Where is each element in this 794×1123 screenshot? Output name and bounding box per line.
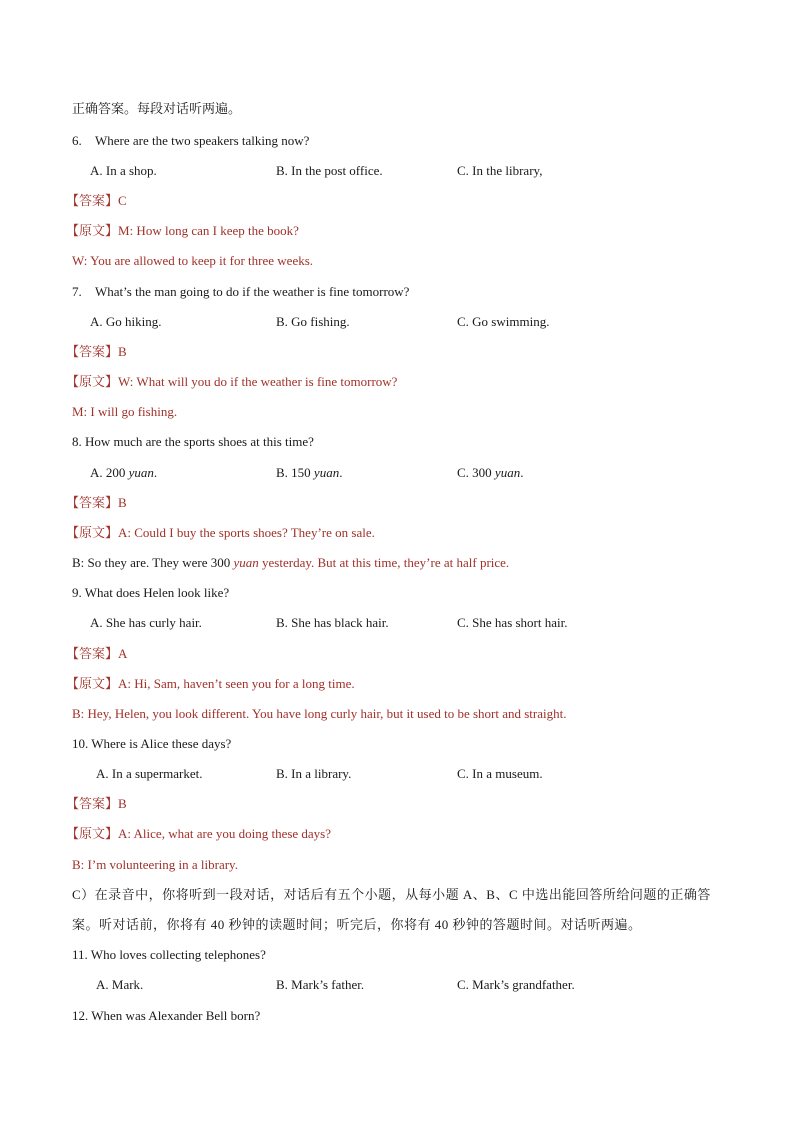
answer-9 [66, 645, 734, 663]
option-a: A. 200 yuan. [90, 465, 158, 480]
option-b: B. She has black hair. [276, 615, 389, 630]
question-8 [72, 433, 734, 451]
option-b: B. 150 yuan. [276, 465, 343, 480]
transcript-9 [66, 675, 734, 693]
option-c: C. 300 yuan. [457, 465, 524, 480]
question-text: What does Helen look like? [84, 585, 230, 600]
intro-tail: 正确答案。每段对话听两遍。 [72, 101, 242, 116]
option-a: A. She has curly hair. [90, 615, 202, 630]
question-text: How much are the sports shoes at this time? [85, 434, 314, 449]
transcript-label: 【原文】 [66, 525, 119, 540]
question-number: 12. [72, 1008, 89, 1023]
question-text: Where is Alice these days? [91, 736, 232, 751]
option-c: C. In the library, [457, 163, 543, 178]
transcript-line: W: You are allowed to keep it for three weeks. [72, 253, 314, 268]
option-b: B. Mark’s father. [276, 977, 365, 992]
answer-label: 【答案】 [66, 344, 119, 359]
option-c: C. She has short hair. [457, 615, 568, 630]
answer-value: B [118, 344, 127, 359]
transcript-line: M: How long can I keep the book? [118, 223, 299, 238]
question-10 [72, 735, 734, 753]
question-number: 7. [72, 284, 82, 299]
option-a: A. Mark. [96, 977, 144, 992]
transcript-10 [66, 825, 734, 843]
question-number: 10. [72, 736, 89, 751]
answer-label: 【答案】 [66, 495, 119, 510]
question-text: When was Alexander Bell born? [91, 1008, 261, 1023]
option-a: A. In a shop. [90, 163, 157, 178]
answer-value: C [118, 193, 127, 208]
question-6 [72, 132, 734, 150]
option-b: B. In the post office. [276, 163, 383, 178]
answer-label: 【答案】 [66, 646, 119, 661]
transcript-line: A: Hi, Sam, haven’t seen you for a long time. [118, 676, 355, 691]
transcript-line: M: I will go fishing. [72, 404, 178, 419]
answer-value: B [118, 495, 127, 510]
question-number: 11. [72, 947, 88, 962]
question-9 [72, 584, 734, 602]
transcript-line: B: I’m volunteering in a library. [72, 857, 238, 872]
option-b: B. In a library. [276, 766, 352, 781]
transcript-line: B: Hey, Helen, you look different. You have long curly hair, but it used to be short and straight. [72, 706, 567, 721]
answer-label: 【答案】 [66, 796, 119, 811]
question-number: 9. [72, 585, 82, 600]
answer-8 [66, 494, 734, 512]
answer-6 [66, 192, 734, 210]
transcript-label: 【原文】 [66, 374, 119, 389]
answer-10 [66, 795, 734, 813]
question-7 [72, 283, 734, 301]
transcript-8 [66, 524, 734, 542]
question-number: 8. [72, 434, 82, 449]
answer-value: B [118, 796, 127, 811]
option-c: C. Mark’s grandfather. [457, 977, 575, 992]
transcript-line: B: So they are. They were 300 yuan yesterday. But at this time, they’re at half price. [72, 555, 510, 570]
question-text: Where are the two speakers talking now? [95, 133, 310, 148]
option-a: A. Go hiking. [90, 314, 162, 329]
option-b: B. Go fishing. [276, 314, 350, 329]
question-number: 6. [72, 133, 82, 148]
answer-label: 【答案】 [66, 193, 119, 208]
question-text: What’s the man going to do if the weather is fine tomorrow? [95, 284, 410, 299]
option-c: C. In a museum. [457, 766, 543, 781]
transcript-6 [66, 222, 734, 240]
question-text: Who loves collecting telephones? [90, 947, 266, 962]
transcript-line: A: Could I buy the sports shoes? They’re on sale. [118, 525, 375, 540]
transcript-label: 【原文】 [66, 826, 119, 841]
section-c-instructions: C）在录音中，你将听到一段对话，对话后有五个小题，从每小题 A、B、C 中选出能回答所给问题的正确答案。听对话前，你将有 40 秒钟的读题时间；听完后，你将有 40 秒钟的答题时间。对话听两遍。 [72, 887, 711, 932]
answer-7 [66, 343, 734, 361]
question-11 [72, 946, 734, 964]
transcript-line: A: Alice, what are you doing these days? [118, 826, 332, 841]
transcript-label: 【原文】 [66, 223, 119, 238]
option-c: C. Go swimming. [457, 314, 550, 329]
option-a: A. In a supermarket. [96, 766, 203, 781]
transcript-label: 【原文】 [66, 676, 119, 691]
answer-value: A [118, 646, 128, 661]
transcript-line: W: What will you do if the weather is fine tomorrow? [118, 374, 398, 389]
question-12 [72, 1007, 734, 1025]
transcript-7 [66, 373, 734, 391]
